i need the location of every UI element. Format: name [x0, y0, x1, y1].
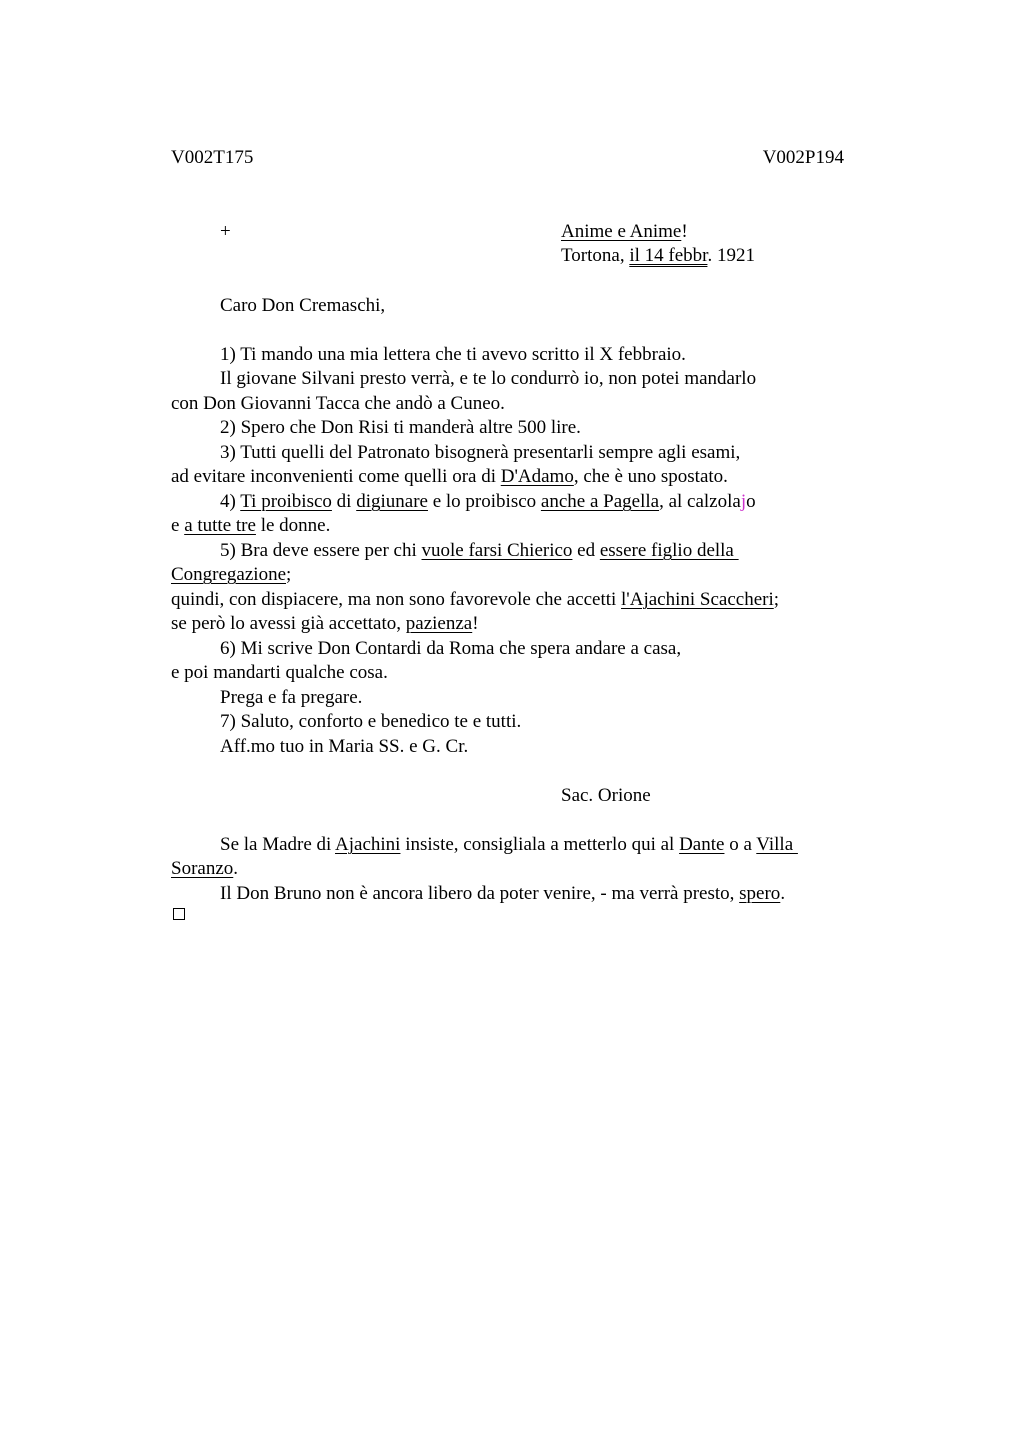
body-line — [171, 563, 291, 588]
document-code-right: V002P194 — [762, 147, 844, 168]
closing-line: Aff.mo tuo in Maria SS. e G. Cr. — [220, 736, 469, 757]
place-underlined: Soranzo — [171, 858, 234, 879]
text-run: , al calzola — [659, 491, 741, 512]
body-line — [220, 539, 739, 564]
text-run: . — [233, 858, 239, 879]
body-line: 2) Spero che Don Risi ti manderà altre 500 lire. — [220, 417, 581, 438]
body-line — [171, 612, 479, 637]
underlined-phrase: essere figlio della — [599, 540, 739, 561]
place-underlined: Dante — [679, 834, 725, 855]
place-date — [561, 244, 755, 269]
text-run: e — [171, 515, 185, 536]
text-run: . — [780, 883, 786, 904]
underlined-phrase: spero — [739, 883, 781, 904]
body-line — [220, 490, 756, 515]
place: Tortona, — [561, 245, 630, 266]
underlined-phrase: Ti proibisco — [240, 491, 332, 512]
underlined-phrase: Congregazione — [171, 564, 287, 585]
text-run: 4) — [220, 491, 241, 512]
end-of-text-box-icon — [173, 908, 185, 920]
text-run: Il Don Bruno non è ancora libero da poter venire, - ma verrà presto, — [220, 883, 740, 904]
text-run: ! — [472, 613, 479, 634]
underlined-phrase: vuole farsi Chierico — [421, 540, 573, 561]
text-run: insiste, consigliala a metterlo qui al — [400, 834, 680, 855]
body-line: 6) Mi scrive Don Contardi da Roma che spera andare a casa, — [220, 638, 682, 659]
correction-mark: j — [740, 491, 747, 512]
postscript-line — [220, 833, 798, 858]
text-run: o a — [724, 834, 757, 855]
document-code-left: V002T175 — [171, 147, 254, 168]
date-year: . 1921 — [707, 245, 755, 266]
body-line — [171, 588, 779, 613]
name-underlined: D'Adamo — [500, 466, 574, 487]
underlined-phrase: a tutte tre — [184, 515, 256, 536]
postscript-line — [171, 857, 238, 882]
date-underlined: il 14 febbr — [629, 245, 708, 266]
text-run: , che è uno spostato. — [573, 466, 728, 487]
text-run: ed — [572, 540, 600, 561]
text-run: quindi, con dispiacere, ma non sono favorevole che accetti — [171, 589, 622, 610]
body-line — [171, 514, 330, 539]
text-run: o — [746, 491, 756, 512]
text-run: ; — [773, 589, 780, 610]
motto — [561, 220, 688, 245]
text-run: di — [331, 491, 357, 512]
text-run: ad evitare inconvenienti come quelli ora di — [171, 466, 501, 487]
postscript-line — [220, 882, 785, 907]
text-run: Se la Madre di — [220, 834, 336, 855]
body-line: e poi mandarti qualche cosa. — [171, 662, 388, 683]
cross-symbol: + — [220, 221, 231, 242]
body-line: 1) Ti mando una mia lettera che ti avevo scritto il X febbraio. — [220, 344, 686, 365]
underlined-phrase: digiunare — [356, 491, 428, 512]
body-line: Prega e fa pregare. — [220, 687, 363, 708]
motto-text: Anime e Anime — [561, 221, 682, 242]
salutation: Caro Don Cremaschi, — [220, 295, 386, 316]
underlined-phrase: anche a Pagella — [540, 491, 660, 512]
text-run: se però lo avessi già accettato, — [171, 613, 406, 634]
signature: Sac. Orione — [561, 785, 651, 806]
name-underlined: l'Ajachini Scaccheri — [621, 589, 774, 610]
body-line: con Don Giovanni Tacca che andò a Cuneo. — [171, 393, 505, 414]
body-line: 7) Saluto, conforto e benedico te e tutti. — [220, 711, 522, 732]
body-line: 3) Tutti quelli del Patronato bisognerà presentarli sempre agli esami, — [220, 442, 741, 463]
body-line — [171, 465, 728, 490]
text-run: le donne. — [255, 515, 331, 536]
name-underlined: Ajachini — [335, 834, 401, 855]
underlined-phrase: pazienza — [405, 613, 473, 634]
text-run: ; — [286, 564, 292, 585]
text-run: 5) Bra deve essere per chi — [220, 540, 422, 561]
text-run: e lo proibisco — [427, 491, 541, 512]
body-line: Il giovane Silvani presto verrà, e te lo condurrò io, non potei mandarlo — [220, 368, 757, 389]
place-underlined: Villa — [756, 834, 798, 855]
motto-punct: ! — [681, 221, 688, 242]
